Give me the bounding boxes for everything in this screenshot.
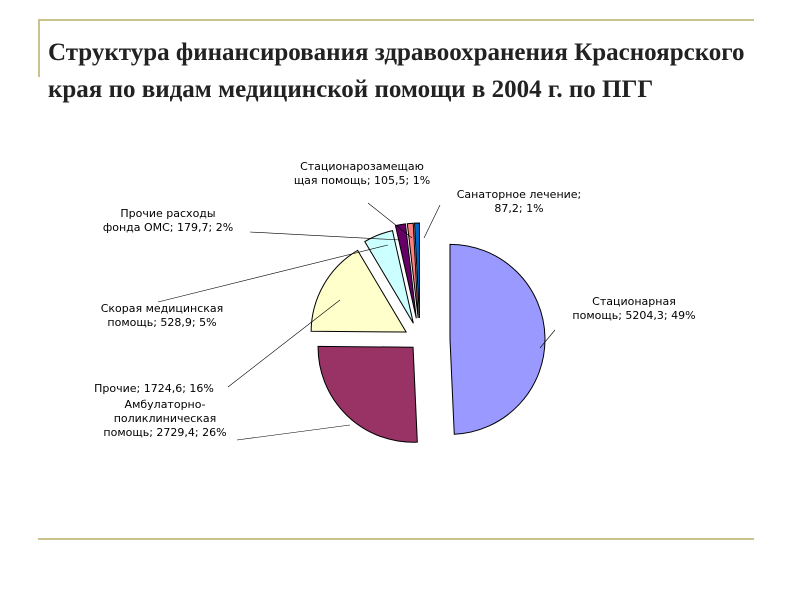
pie-slice: [450, 244, 545, 434]
leader-line: [237, 425, 350, 440]
bottom-rule: [38, 538, 754, 540]
pie-slice: [318, 346, 417, 442]
slice-data-label: Стационарозамещаю щая помощь; 105,5; 1%: [293, 160, 431, 187]
slice-data-label: Амбулаторно-поликлиническая помощь; 2729,4; 26%: [103, 398, 227, 439]
slice-data-label: Стационарная помощь; 5204,3; 49%: [572, 295, 696, 322]
slice-data-label: Санаторное лечение; 87,2; 1%: [456, 188, 582, 215]
slice-data-label: Прочие расходы фонда ОМС; 179,7; 2%: [102, 207, 234, 234]
slice-data-label: Скорая медицинская помощь; 528,9; 5%: [100, 302, 224, 329]
slide-title: Структура финансирования здравоохранения Красноярского края по видам медицинской помощи в 2004 г. по ПГГ: [48, 39, 745, 103]
slice-data-label: Прочие; 1724,6; 16%: [94, 382, 214, 395]
leader-line: [424, 205, 440, 238]
